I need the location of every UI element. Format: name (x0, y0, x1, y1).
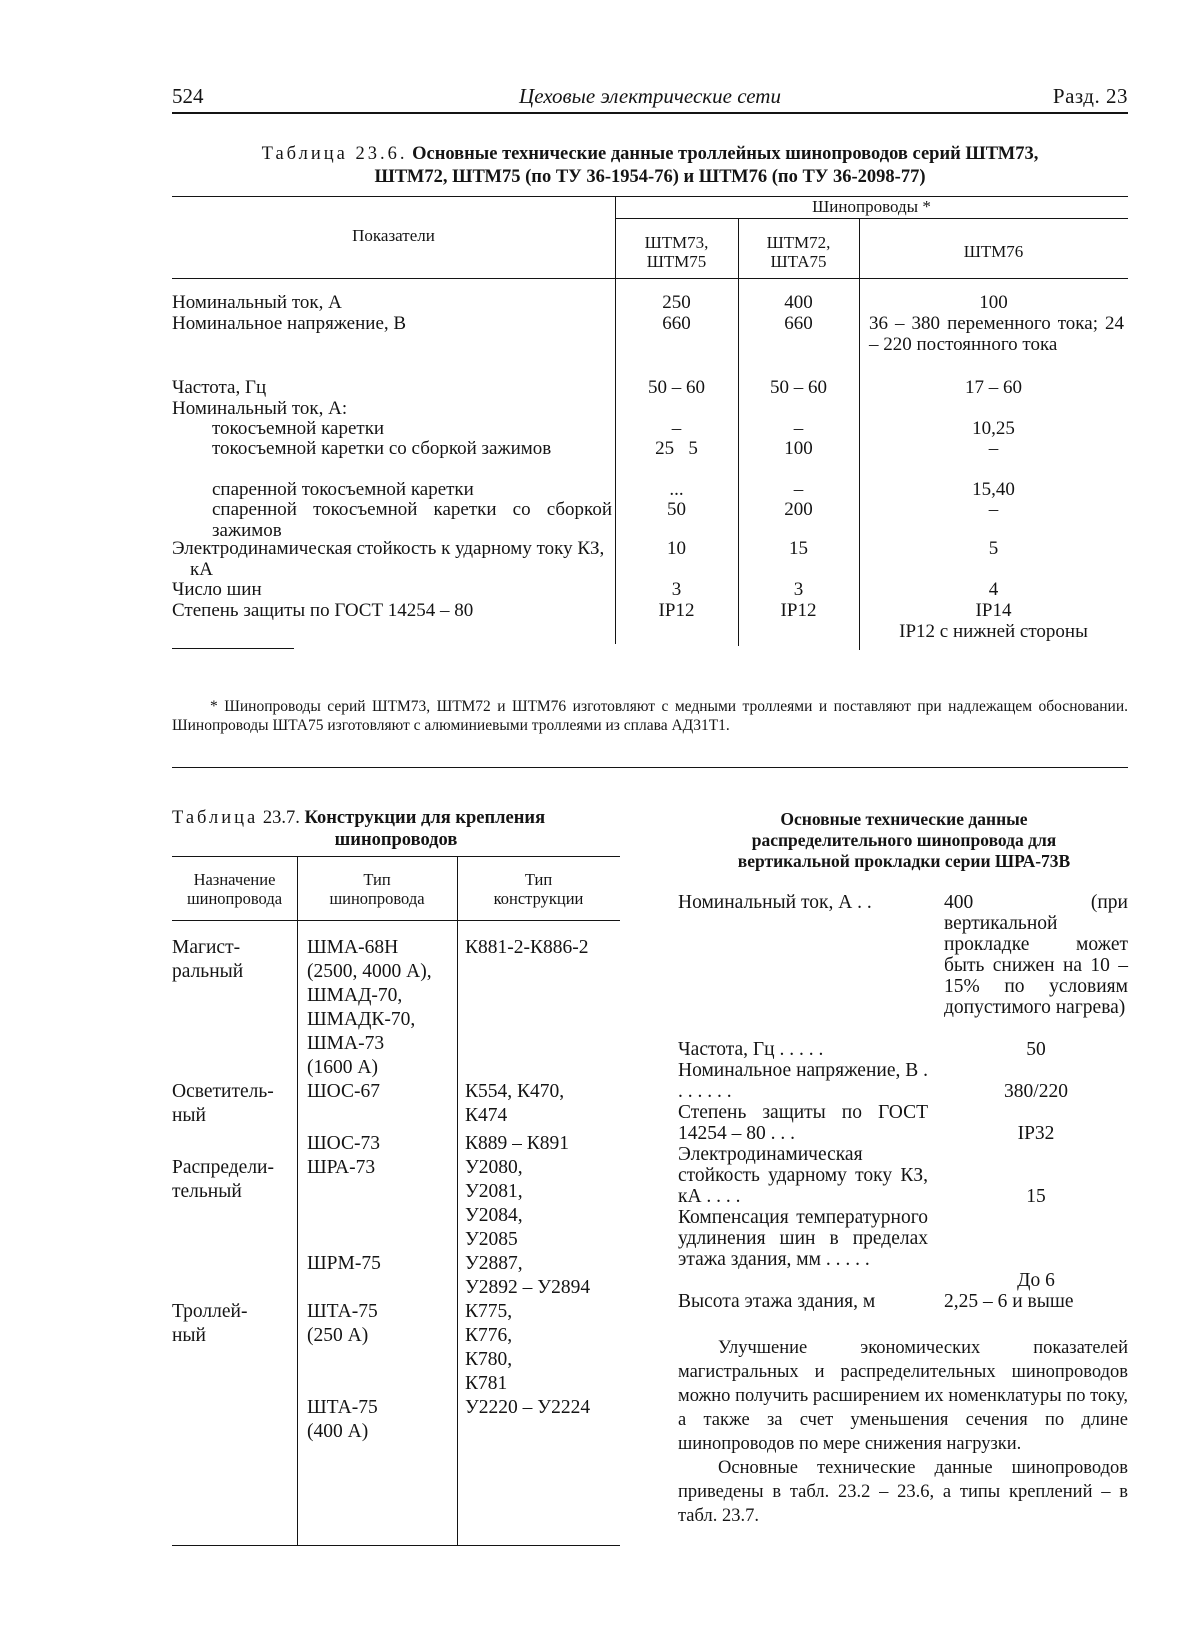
row-value: – (671, 418, 682, 439)
spec-label: Компенсация температурного удлинения шин в пределах этажа здания, мм . . . . . (678, 1207, 928, 1270)
row-label: Номинальное напряжение, В (172, 313, 407, 334)
row-value: 3 (671, 579, 682, 600)
header-rule (172, 112, 1128, 114)
purpose-cell: Магист- ральный (172, 937, 244, 982)
spec-value: До 6 (1017, 1270, 1055, 1291)
row-label: Число шин (172, 579, 262, 600)
header-col-3: ШТМ76 (963, 242, 1024, 261)
row-label: Частота, Гц (172, 377, 267, 398)
spec-label: Высота этажа здания, м (678, 1291, 876, 1312)
table-23-6-caption (172, 143, 1128, 189)
spec-value: 50 (1026, 1039, 1046, 1060)
page-number: 524 (172, 84, 204, 108)
table-label: Таблица 23.6. (261, 144, 408, 164)
row-value: 50 – 60 (648, 377, 705, 398)
row-label: Номинальный ток, А (172, 292, 342, 313)
row-label: токосъемной каретки со сборкой зажимов (212, 438, 552, 459)
caption-text-line2: ШТМ72, ШТМ75 (по ТУ 36-1954-76) и ШТМ76 (по ТУ 36-2098-77) (374, 167, 926, 187)
spec-value: IP32 (1017, 1123, 1055, 1144)
spec-label: Степень защиты по ГОСТ 14254 – 80 . . . (678, 1102, 928, 1144)
row-value: 5 (988, 538, 999, 559)
table-end-rule (172, 648, 294, 649)
row-value: 660 (784, 313, 813, 334)
column-divider (297, 856, 298, 1546)
construction-cell: К889 – К891 (465, 1133, 570, 1154)
row-value: 15,40 (972, 479, 1015, 500)
row-value: – (988, 438, 999, 459)
spec-label: Номинальный ток, А . . (678, 892, 872, 913)
row-value: 15 (789, 538, 808, 559)
row-value: 660 (662, 313, 691, 334)
caption-text-line1: Конструкции для крепления (304, 808, 546, 828)
busway-type-cell: ШМА-68Н (2500, 4000 А), ШМАД-70, ШМАДК-70, ШМА-73 (1600 А) (307, 937, 432, 1078)
footnote-text: * Шинопроводы серий ШТМ73, ШТМ72 и ШТМ76 изготовляют с медными троллеями и поставляют при надлежащем обосновании. Шинопроводы ШТА75 изготовляют с алюминиевыми троллеями из сплава АД31Т1. (172, 698, 1128, 734)
table-23-7-caption (172, 807, 620, 851)
row-label: спаренной токосъемной каретки (212, 479, 474, 500)
table-footnote (172, 697, 1128, 735)
row-value: IP12 (780, 600, 817, 621)
header-bottom-rule (172, 920, 620, 921)
row-value: – (793, 418, 804, 439)
table-23-6 (172, 196, 1128, 680)
row-value: – (988, 499, 999, 520)
row-label: Электродинамическая стойкость к ударному току КЗ, кА (172, 538, 605, 580)
paragraph: Основные технические данные шинопроводов приведены в табл. 23.2 – 23.6, а типы креплений – в табл. 23.7. (678, 1458, 1128, 1526)
construction-cell: У2887, У2892 – У2894 (465, 1253, 591, 1298)
running-header (172, 82, 1128, 112)
busway-type-cell: ШТА-75 (250 А) (307, 1301, 378, 1346)
section-label: Разд. 23 (1052, 84, 1128, 108)
row-value: 3 (793, 579, 804, 600)
table-number: 23.7. (262, 808, 300, 828)
purpose-cell: Троллей- ный (172, 1301, 248, 1346)
busway-type-cell: ШОС-73 (307, 1133, 380, 1154)
spec-value: 400 (при вертикальной прокладке может быть снижен на 10 – 15% по условиям допустимого нагрева) (944, 892, 1128, 1018)
row-value: 400 (784, 292, 813, 313)
body-text (678, 1336, 1128, 1528)
purpose-cell: Осветитель- ный (172, 1081, 274, 1126)
construction-cell: У2220 – У2224 (465, 1397, 591, 1418)
busway-type-cell: ШТА-75 (400 А) (307, 1397, 378, 1442)
caption-text-line1: Основные технические данные троллейных шинопроводов серий ШТМ73, (412, 144, 1039, 164)
construction-cell: К881-2-К886-2 (465, 937, 589, 958)
row-value: 4 (988, 579, 999, 600)
construction-cell: К554, К470, К474 (465, 1081, 565, 1126)
row-value: 100 (784, 438, 813, 459)
running-title: Цеховые электрические сети (519, 84, 781, 108)
caption-text-line2: шинопроводов (334, 830, 458, 850)
spec-value: 380/220 (1004, 1081, 1068, 1102)
column-divider (457, 856, 458, 1546)
header-col-1: ШТМ73, ШТМ75 (644, 233, 709, 271)
sra73v-heading: Основные технические данные распределительного шинопровода для вертикальной прокладки серии ШРА-73В (737, 809, 1071, 871)
header-construction-type: Тип конструкции (493, 870, 584, 908)
spec-label: Частота, Гц . . . . . (678, 1039, 824, 1060)
row-value: IP12 с нижней стороны (899, 621, 1088, 642)
row-value: 25 5 (655, 438, 698, 459)
header-busways: Шинопроводы * (812, 197, 931, 216)
row-value: 36 – 380 переменного тока; 24 – 220 постоянного тока (869, 313, 1124, 355)
row-value: 17 – 60 (965, 377, 1022, 398)
spec-label: Электродинамическая стойкость ударному току КЗ, кА . . . . (678, 1144, 928, 1207)
row-value: 250 (662, 292, 691, 313)
header-sub-rule (615, 218, 1128, 219)
header-busway-type: Тип шинопровода (329, 870, 425, 908)
table-label: Таблица (172, 808, 259, 828)
row-value: 50 (667, 499, 686, 520)
row-value: ... (669, 479, 684, 500)
row-label: Степень защиты по ГОСТ 14254 – 80 (172, 600, 474, 621)
row-value: – (793, 479, 804, 500)
header-indicators: Показатели (352, 226, 435, 245)
table-bottom-rule (172, 1545, 620, 1546)
row-value: 200 (784, 499, 813, 520)
row-value: 10 (667, 538, 686, 559)
busway-type-cell: ШРМ-75 (307, 1253, 381, 1274)
spec-label: Номинальное напряжение, В . . . . . . . (678, 1060, 928, 1102)
header-col-2: ШТМ72, ШТА75 (766, 233, 831, 271)
section-rule (172, 767, 1128, 768)
row-label: Номинальный ток, А: (172, 398, 348, 419)
row-label: спаренной токосъемной каретки со сборкой зажимов (212, 499, 612, 541)
busway-type-cell: ШОС-67 (307, 1081, 380, 1102)
spec-value: 2,25 – 6 и выше (944, 1291, 1074, 1312)
row-label: токосъемной каретки (212, 418, 385, 439)
table-23-7 (172, 856, 620, 1546)
row-value: 50 – 60 (770, 377, 827, 398)
header-bottom-rule (172, 278, 1128, 279)
header-purpose: Назначение шинопровода (186, 870, 283, 908)
row-value: 100 (979, 292, 1008, 313)
table-top-rule (172, 856, 620, 857)
row-value: IP12 (658, 600, 695, 621)
purpose-cell: Распредели- тельный (172, 1157, 274, 1202)
paragraph: Улучшение экономических показателей магистральных и распределительных шинопроводов можно получить расширением их номенклатуры по току, а также за счет уменьшения сечения по длине шинопроводов по мере снижения нагрузки. (678, 1338, 1128, 1454)
construction-cell: У2080, У2081, У2084, У2085 (465, 1157, 523, 1250)
row-value: IP14 (975, 600, 1012, 621)
construction-cell: К775, К776, К780, К781 (465, 1301, 513, 1394)
busway-type-cell: ШРА-73 (307, 1157, 376, 1178)
spec-value: 15 (1026, 1186, 1046, 1207)
row-value: 10,25 (972, 418, 1015, 439)
